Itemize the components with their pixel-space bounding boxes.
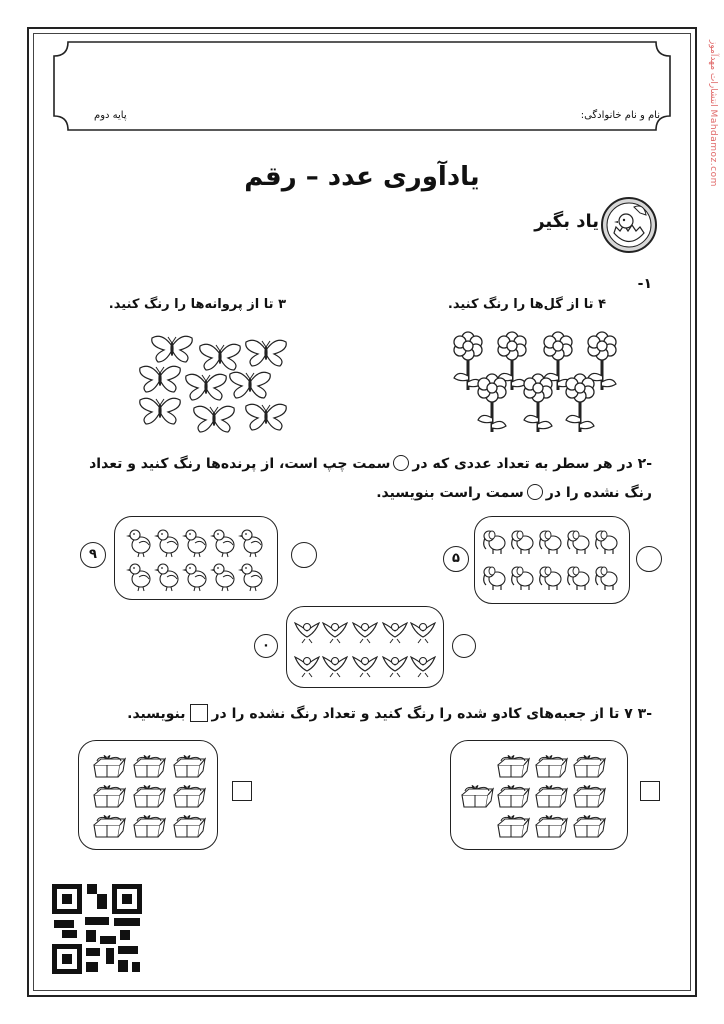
given-number-circle: ۹	[80, 542, 106, 568]
bird-icon	[383, 623, 407, 643]
question2-text-b: سمت چپ است، از پرنده‌ها رنگ کنید و تعداد	[89, 456, 391, 472]
chick-icon	[154, 564, 178, 591]
answer-circle[interactable]	[291, 542, 317, 568]
elephant-icon	[484, 567, 505, 590]
answer-square[interactable]	[232, 781, 252, 801]
flowers-instruction: ۴ تا از گل‌ها را رنگ کنید.	[447, 297, 606, 312]
gift-box-icon	[134, 815, 165, 837]
bird-icon	[323, 657, 347, 677]
answer-circle[interactable]	[636, 546, 662, 572]
question3-line	[127, 704, 652, 722]
elephant-icon	[512, 531, 533, 554]
butterfly-icon	[140, 366, 181, 392]
elephant-icon	[568, 567, 589, 590]
gift-box-icon	[536, 785, 567, 807]
gift-box-icon	[174, 815, 205, 837]
chick-icon	[154, 530, 178, 557]
butterfly-icon	[230, 372, 271, 398]
butterfly-icon	[200, 344, 241, 370]
bird-icon	[411, 657, 435, 677]
inline-circle-icon	[393, 455, 409, 471]
elephant-icon	[568, 531, 589, 554]
chick-icon	[238, 530, 262, 557]
flower-icon	[454, 332, 482, 390]
gift-box-icon	[574, 815, 605, 837]
gift-box-icon	[94, 755, 125, 777]
flower-icon	[478, 374, 506, 432]
chick-icon	[126, 564, 150, 591]
elephant-icon	[540, 567, 561, 590]
butterfly-icon	[140, 398, 181, 424]
question2-text-a: -۲ در هر سطر به تعداد عددی که در	[412, 456, 652, 472]
chick-icon	[182, 564, 206, 591]
gift-box-icon	[498, 785, 529, 807]
publisher-watermark: انتشارات مهدآموز Mahdamoz.com	[708, 40, 718, 187]
inline-square-icon	[190, 704, 208, 722]
chick-icon	[238, 564, 262, 591]
butterfly-icon	[246, 404, 287, 430]
bird-icon	[295, 623, 319, 643]
elephant-icon	[484, 531, 505, 554]
bird-icon	[383, 657, 407, 677]
gift-box-icon	[94, 785, 125, 807]
gifts-group	[451, 741, 629, 851]
question1-number: -۱	[637, 276, 652, 292]
question2-text-c: رنگ نشده را در	[545, 485, 652, 501]
elephant-icon	[596, 531, 617, 554]
question3-text-a: -۳ ۷ تا از جعبه‌های کادو شده را رنگ کنید و تعداد رنگ نشده را در	[211, 706, 652, 722]
chicks-panel	[114, 516, 278, 600]
hatching-chick-icon	[594, 195, 664, 255]
page-title: یادآوری عدد – رقم	[244, 162, 480, 192]
inline-circle-icon	[527, 484, 543, 500]
elephant-icon	[512, 567, 533, 590]
given-number-circle: ۵	[443, 546, 469, 572]
birds-group	[287, 607, 445, 689]
question2-line1	[89, 455, 652, 472]
chick-icon	[126, 530, 150, 557]
gift-box-icon	[94, 815, 125, 837]
gift-box-icon	[536, 815, 567, 837]
bird-icon	[353, 657, 377, 677]
gift-box-icon	[134, 755, 165, 777]
header-box	[52, 40, 672, 132]
chick-icon	[210, 564, 234, 591]
bird-icon	[295, 657, 319, 677]
gift-box-icon	[134, 785, 165, 807]
gift-box-icon	[574, 785, 605, 807]
elephant-icon	[540, 531, 561, 554]
flower-icon	[566, 374, 594, 432]
gift-box-icon	[536, 755, 567, 777]
butterflies-instruction: ۳ تا از پروانه‌ها را رنگ کنید.	[108, 297, 286, 312]
gifts-panel-left	[78, 740, 218, 850]
bird-icon	[411, 623, 435, 643]
question2-text-d: سمت راست بنویسید.	[376, 485, 524, 501]
gift-box-icon	[498, 755, 529, 777]
chick-icon	[182, 530, 206, 557]
gifts-group	[79, 741, 219, 851]
butterfly-icon	[246, 340, 287, 366]
chick-icon	[210, 530, 234, 557]
gift-box-icon	[574, 755, 605, 777]
elephants-panel	[474, 516, 630, 604]
butterfly-icon	[152, 336, 193, 362]
answer-circle[interactable]	[452, 634, 476, 658]
name-field-label: نام و نام خانوادگی:	[580, 110, 660, 121]
gift-box-icon	[174, 785, 205, 807]
flowers-group	[440, 326, 630, 438]
question2-line2	[376, 484, 652, 501]
elephant-icon	[596, 567, 617, 590]
answer-square[interactable]	[640, 781, 660, 801]
butterfly-icon	[194, 406, 235, 432]
butterflies-group	[132, 330, 296, 434]
qr-code-icon[interactable]	[52, 884, 142, 974]
learn-heading: یاد بگیر	[534, 211, 599, 232]
gift-box-icon	[174, 755, 205, 777]
gift-box-icon	[498, 815, 529, 837]
bird-icon	[353, 623, 377, 643]
chicks-group	[115, 517, 279, 601]
birds-panel	[286, 606, 444, 688]
flower-icon	[524, 374, 552, 432]
butterfly-icon	[186, 374, 227, 400]
gifts-panel-right	[450, 740, 628, 850]
given-number-circle: ۰	[254, 634, 278, 658]
bird-icon	[323, 623, 347, 643]
question3-text-b: بنویسید.	[127, 706, 186, 722]
elephants-group	[475, 517, 631, 605]
gift-box-icon	[462, 785, 493, 807]
grade-label: پایه دوم	[94, 110, 127, 121]
